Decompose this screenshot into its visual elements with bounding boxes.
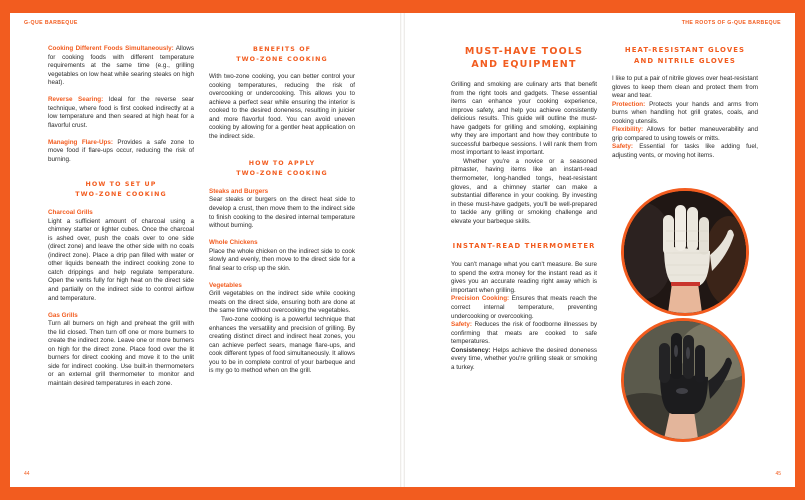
text-precision: Ensures that meats reach the correct internal temperature, preventing undercooking or overcooking. xyxy=(451,295,597,320)
paragraph-gloves-safety xyxy=(612,143,758,160)
page-number-left: 44 xyxy=(24,471,30,477)
heading-line: TWO-ZONE COOKING xyxy=(236,56,328,63)
paragraph-charcoal: Light a sufficient amount of charcoal using a chimney starter or lighter cubes. Once the charcoal is ashed over, push the coals over to one side (direct zone) and leave the other side with no coals (indirect zone). Place a drip pan filled with water or other liquids beneath the indirect cooking zone to catch drippings and help regulate temperature. Open the vents fully for high heat on the direct side and partially on the indirect side to control airflow and temperature. xyxy=(48,217,194,302)
paragraph-simultaneous xyxy=(48,45,194,88)
label-protection: Protection: xyxy=(612,100,646,108)
paragraph-flare-ups xyxy=(48,139,194,165)
paragraph-thermometer: You can't manage what you can't measure. Be sure to spend the extra money for the instant read as it gives you an accurate reading right away which is important when grilling. xyxy=(451,261,597,294)
glove-white-illustration xyxy=(624,191,746,313)
paragraph-flexibility xyxy=(612,126,758,143)
paragraph-tools-intro: Grilling and smoking are culinary arts that benefit from the right tools and gadgets. These essential items can enhance your cooking experience, improve safety, and help you achieve consistently delicious results. This guide will outline the must-have gadgets for grilling and smoking, explaining why they are important and how they contribute to successful barbeque sessions. I will rank them from most important to least important. xyxy=(451,81,597,157)
subhead-chicken: Whole Chickens xyxy=(209,239,258,247)
paragraph-chicken: Place the whole chicken on the indirect side to cook slowly and evenly, then move to the direct side for a final sear to crisp up the skin. xyxy=(209,247,355,272)
heading-line: HEAT-RESISTANT GLOVES xyxy=(624,46,746,54)
text-simultaneous: Allows for cooking foods with different temperature requirements at the same time (e.g., grilling vegetables on low heat while searing steaks on high heat). xyxy=(48,45,194,87)
paragraph-precision xyxy=(451,295,597,321)
heading-how-to-set-up xyxy=(48,180,194,200)
column-2 xyxy=(209,45,355,376)
paragraph-gloves-intro: I like to put a pair of nitrile gloves over heat-resistant gloves to keep them clean and protect them from wear and tear. xyxy=(612,75,758,100)
heading-line: HOW TO SET UP xyxy=(85,181,157,189)
running-head-left: G-QUE BARBEQUE xyxy=(24,20,78,26)
glove-black-illustration xyxy=(624,321,742,439)
paragraph-vegetables: Grill vegetables on the indirect side while cooking meats on the direct side, ensuring both are done at the same time without overcooking the vegetables. xyxy=(209,290,355,315)
label-safety: Safety: xyxy=(451,321,472,329)
running-head-right: THE ROOTS OF G-QUE BARBEQUE xyxy=(681,20,781,26)
paragraph-closing: Two-zone cooking is a powerful technique that enhances the versatility and precision of grilling. By creating distinct direct and indirect heat zones, you can achieve perfect sears, manage flare-ups, and cook different types of food simultaneously. It allows you to be in complete control of your barbeque and is my go to method when on the grill. xyxy=(209,315,355,375)
heading-gloves xyxy=(612,45,758,66)
label-simultaneous: Cooking Different Foods Simultaneously: xyxy=(48,45,174,52)
paragraph-benefits: With two-zone cooking, you can better control your cooking temperatures, reducing the risk of overcooking or undercooking. This allows you to achieve a perfect sear while ensuring the interior is cooked to the desired doneness, resulting in juicier and more flavorful food. You can avoid uneven cooking by allowing for a gentler heat application on the indirect side. xyxy=(209,73,355,140)
photo-heat-resistant-glove xyxy=(621,188,749,316)
book-gutter xyxy=(400,13,405,487)
paragraph-consistency xyxy=(451,347,597,373)
heading-how-to-apply xyxy=(209,159,355,179)
heading-benefits xyxy=(209,45,355,65)
paragraph-tools-intro-2: Whether you're a novice or a seasoned pitmaster, having items like an instant-read thermometer, long-handled tongs, heat-resistant gloves, and a chimney starter can make a substantial difference in your cooking. By investing in these must-have gadgets, you'll be well-prepared to tackle any grilling or smoking challenge and elevate your barbeque skills. xyxy=(451,157,597,225)
label-gloves-safety: Safety: xyxy=(612,143,633,151)
text-flare-ups: Provides a safe zone to move food if flare-ups occur, reducing the risk of burning. xyxy=(48,138,194,164)
paragraph-safety-thermo xyxy=(451,321,597,347)
paragraph-gas: Turn all burners on high and preheat the grill with the lid closed. Then turn off one or more burners to create the indirect zone. Leave one or more burners on high for the direct zone. Place food over the lit burners for direct cooking and move it to the unlit side for indirect cooking. Use built-in thermometers or an external grill thermometer to monitor and maintain desired temperatures in each zone. xyxy=(48,320,194,387)
heading-line: TWO-ZONE COOKING xyxy=(236,169,328,177)
paragraph-reverse-searing xyxy=(48,96,194,130)
text-gloves-safety: Essential for tasks like adding fuel, adjusting vents, or moving hot items. xyxy=(612,143,758,159)
heading-line: BENEFITS OF xyxy=(252,46,312,53)
label-reverse-searing: Reverse Searing: xyxy=(48,96,104,104)
column-4 xyxy=(612,45,758,160)
paragraph-steaks: Sear steaks or burgers on the direct heat side to develop a crust, then move them to the indirect side to finish cooking to the desired internal temperature without burning. xyxy=(209,196,355,230)
heading-line: HOW TO APPLY xyxy=(248,159,316,167)
subhead-vegetables: Vegetables xyxy=(209,281,242,289)
heading-must-have-tools xyxy=(451,45,597,71)
heading-line: AND EQUIPMENT xyxy=(471,59,577,70)
heading-line: MUST-HAVE TOOLS xyxy=(464,46,584,57)
paragraph-protection xyxy=(612,101,758,127)
heading-line: AND NITRILE GLOVES xyxy=(634,56,736,65)
page-number-right: 45 xyxy=(775,471,781,477)
text-flexibility: Allows for better maneuverability and grip compared to using towels or mitts. xyxy=(612,126,758,142)
text-safety: Reduces the risk of foodborne illnesses by confirming that meats are cooked to safe temperatures. xyxy=(451,321,597,346)
column-3 xyxy=(451,45,597,372)
subhead-gas-grills: Gas Grills xyxy=(48,311,78,319)
heading-instant-read-thermometer: INSTANT-READ THERMOMETER xyxy=(452,242,596,251)
label-consistency: Consistency: xyxy=(451,346,491,354)
column-1 xyxy=(48,45,194,397)
heading-line: TWO-ZONE COOKING xyxy=(75,191,167,199)
photo-nitrile-glove xyxy=(621,318,745,442)
label-precision: Precision Cooking: xyxy=(451,295,510,303)
subhead-charcoal-grills: Charcoal Grills xyxy=(48,209,93,217)
text-protection: Protects your hands and arms from burns when handling hot grill grates, coals, and cooking utensils. xyxy=(612,100,758,125)
subhead-steaks: Steaks and Burgers xyxy=(209,187,269,195)
text-consistency: Helps achieve the desired doneness every time, whether you're grilling steak or smoking a turkey. xyxy=(451,346,597,371)
label-flexibility: Flexibility: xyxy=(612,126,644,134)
text-reverse-searing: Ideal for the reverse sear technique, where food is first cooked indirectly at a low temperature and then seared at high heat for a flavorful crust. xyxy=(48,96,194,129)
label-flare-ups: Managing Flare-Ups: xyxy=(48,138,113,146)
